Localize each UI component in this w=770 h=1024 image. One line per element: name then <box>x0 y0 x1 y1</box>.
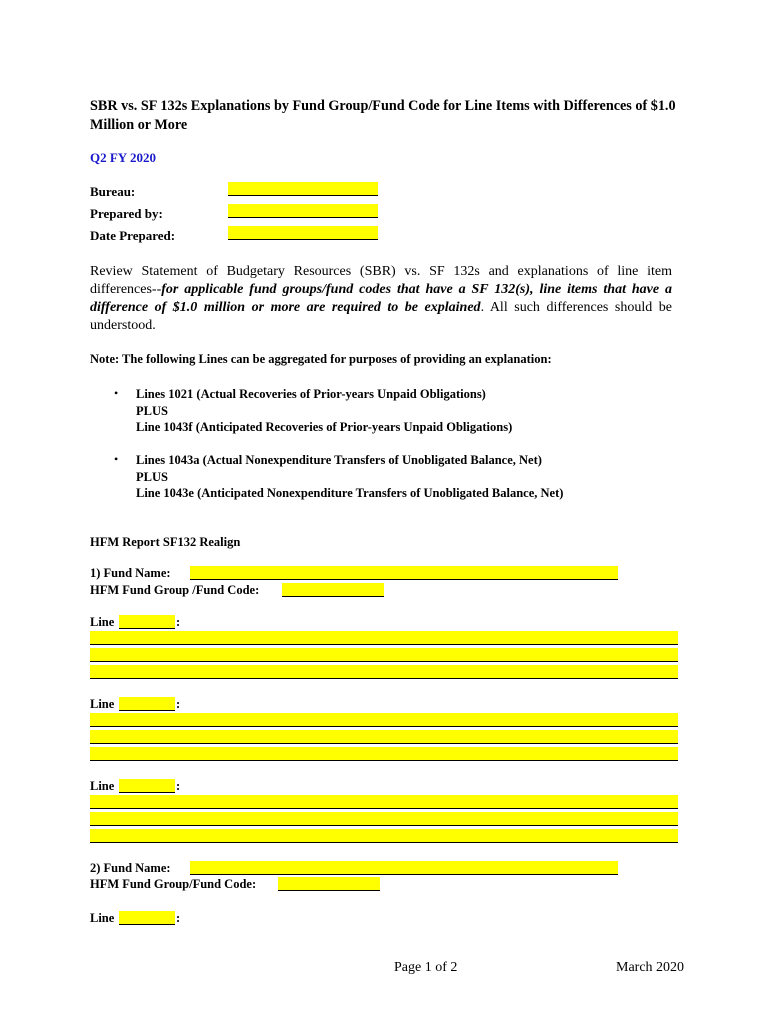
bullet-icon: • <box>114 386 119 400</box>
bullet-2-plus: PLUS <box>136 469 168 484</box>
colon: : <box>176 615 181 629</box>
explanation-line[interactable] <box>90 631 678 645</box>
line-number-field[interactable] <box>119 779 175 793</box>
line-label-text: Line <box>90 911 115 925</box>
line-label <box>90 779 114 794</box>
fund-2-name-field[interactable] <box>190 861 618 875</box>
line-label-text: Line <box>90 779 115 793</box>
date-prepared-field[interactable] <box>228 226 378 240</box>
page-title: SBR vs. SF 132s Explanations by Fund Group/Fund Code for Line Items with Differences of $1.0 Million or More <box>90 98 676 133</box>
colon: : <box>176 779 181 793</box>
line-label-text: Line <box>90 615 115 629</box>
prepared-by-label: Prepared by: <box>90 206 163 221</box>
bullet-1-plus: PLUS <box>136 403 168 418</box>
intro-paragraph <box>90 263 672 335</box>
intro-lead: Review Statement of Budgetary Resources (SBR) vs. SF 132s and explanations of line item differences-- <box>90 264 672 297</box>
period-label: Q2 FY 2020 <box>90 150 156 165</box>
section-title: HFM Report SF132 Realign <box>90 535 241 549</box>
explanation-line[interactable] <box>90 648 678 662</box>
explanation-line[interactable] <box>90 747 678 761</box>
explanation-line[interactable] <box>90 829 678 843</box>
note-text: Note: The following Lines can be aggregated for purposes of providing an explanation: <box>90 352 552 366</box>
bullet-item-1 <box>136 386 512 436</box>
explanation-line[interactable] <box>90 812 678 826</box>
bullet-icon: • <box>114 452 119 466</box>
footer-date: March 2020 <box>616 960 685 975</box>
line-label-text: Line <box>90 697 115 711</box>
bureau-label: Bureau: <box>90 184 136 199</box>
fund-2-code-label: HFM Fund Group/Fund Code: <box>90 877 257 891</box>
intro-emphasis: for applicable fund groups/fund codes that have a SF 132(s), line items that have a difference of $1.0 million or more are required to be explained <box>90 282 672 315</box>
intro-tail: . All such differences should be understood. <box>90 300 672 333</box>
explanation-line[interactable] <box>90 713 678 727</box>
bullet-2-line2: Line 1043e (Anticipated Nonexpenditure Transfers of Unobligated Balance, Net) <box>136 486 564 500</box>
line-number-field[interactable] <box>119 615 175 629</box>
bureau-field[interactable] <box>228 182 378 196</box>
explanation-line[interactable] <box>90 665 678 679</box>
fund-1-code-field[interactable] <box>282 583 384 597</box>
fund-1-name-label: 1) Fund Name: <box>90 566 171 580</box>
explanation-line[interactable] <box>90 730 678 744</box>
bullet-item-2 <box>136 452 563 502</box>
line-label <box>90 911 114 926</box>
fund-2-name-label: 2) Fund Name: <box>90 861 171 875</box>
colon: : <box>176 911 181 925</box>
colon: : <box>176 697 181 711</box>
bullet-2-line1: Lines 1043a (Actual Nonexpenditure Transfers of Unobligated Balance, Net) <box>136 453 542 467</box>
line-label <box>90 615 114 630</box>
line-number-field[interactable] <box>119 697 175 711</box>
explanation-line[interactable] <box>90 795 678 809</box>
date-prepared-label: Date Prepared: <box>90 228 176 243</box>
fund-1-name-field[interactable] <box>190 566 618 580</box>
fund-2-code-field[interactable] <box>278 877 380 891</box>
fund-1-code-label: HFM Fund Group /Fund Code: <box>90 583 260 597</box>
line-label <box>90 697 114 712</box>
prepared-by-field[interactable] <box>228 204 378 218</box>
page-number: Page 1 of 2 <box>394 960 458 975</box>
bullet-1-line2: Line 1043f (Anticipated Recoveries of Prior-years Unpaid Obligations) <box>136 420 513 434</box>
bullet-1-line1: Lines 1021 (Actual Recoveries of Prior-years Unpaid Obligations) <box>136 387 486 401</box>
line-number-field[interactable] <box>119 911 175 925</box>
